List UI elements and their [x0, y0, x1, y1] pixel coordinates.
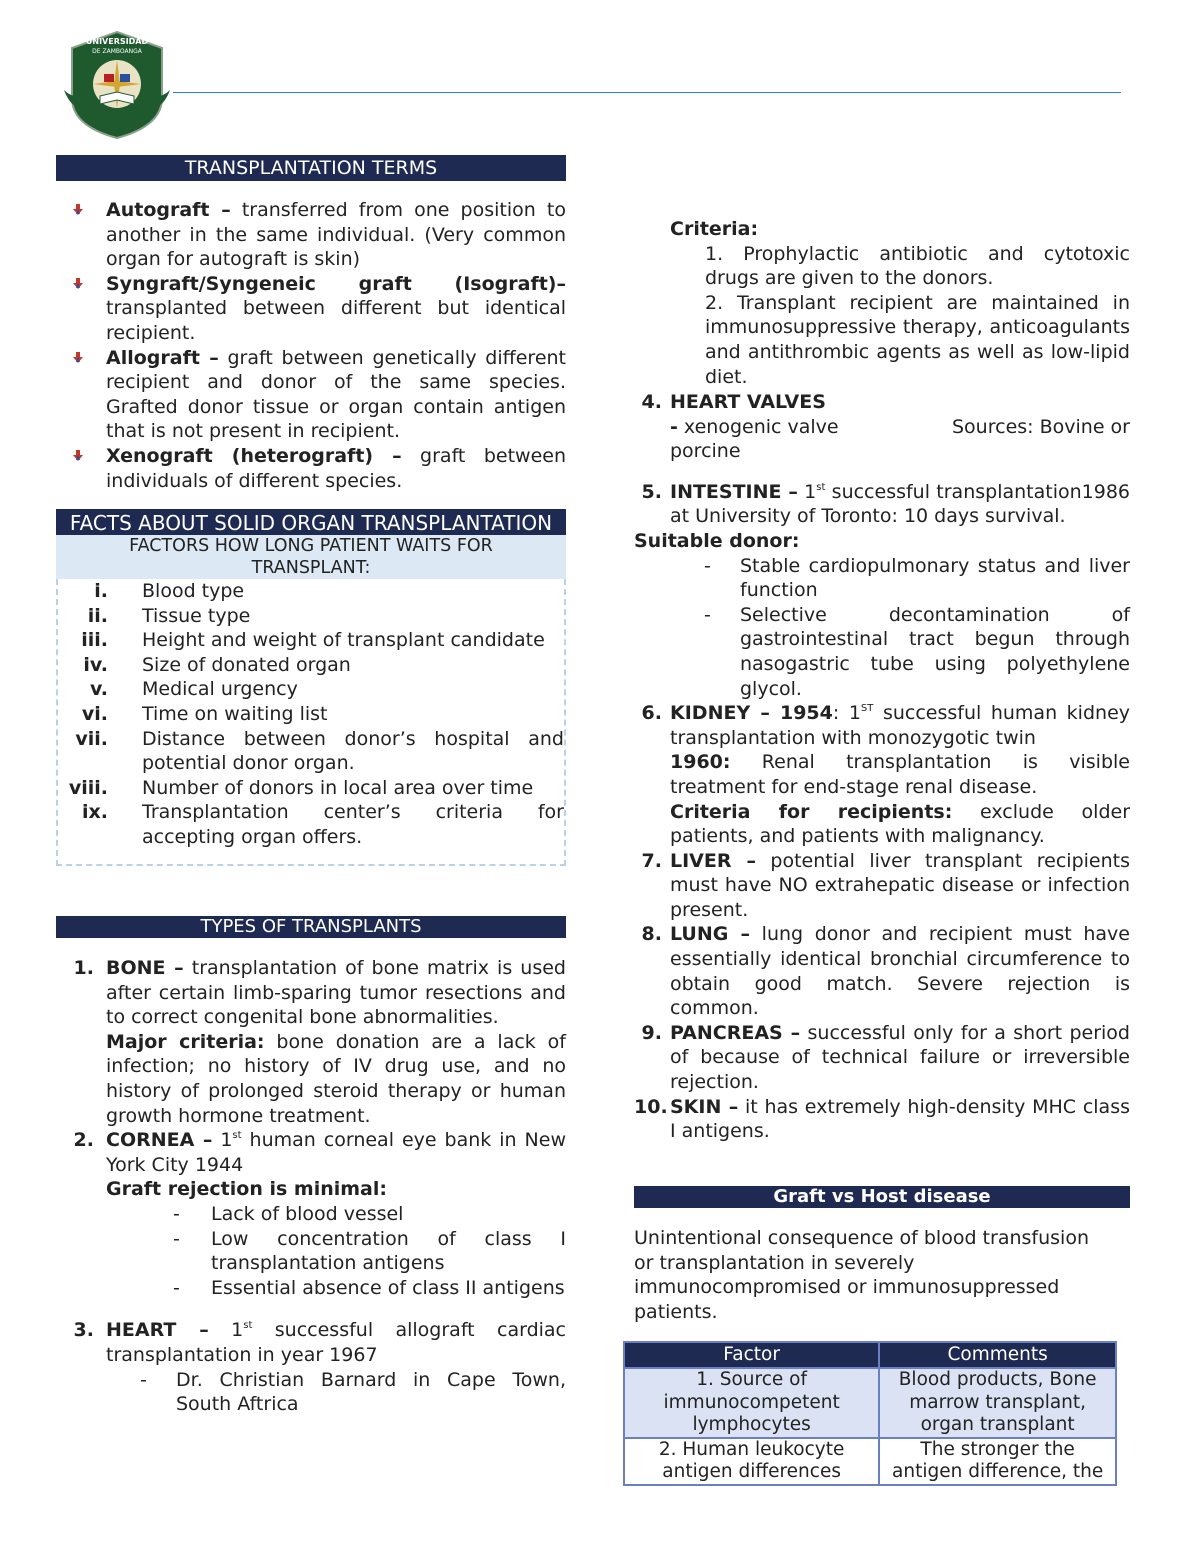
heart-dash-item: - Dr. Christian Barnard in Cape Town, South Aftrica — [140, 1368, 566, 1416]
item-text: successful allograft cardiac transplantation in year 1967 — [106, 1319, 566, 1366]
item-title: HEART VALVES — [670, 391, 826, 413]
transplant-skin — [634, 1095, 1130, 1144]
superscript: ST — [860, 703, 874, 715]
item-number: iv. — [83, 653, 108, 676]
table-header: Comments — [879, 1342, 1116, 1368]
term-text: transplanted between different but identical recipient. — [106, 297, 566, 344]
facts-item — [58, 628, 564, 653]
facts-item — [58, 727, 564, 776]
university-logo — [62, 28, 172, 140]
item-text: Blood type — [142, 580, 245, 602]
item-text: exclude older patients, and patients with malignancy. — [670, 800, 1131, 848]
item-text: 1 — [212, 1129, 233, 1152]
item-text: Essential absence of class II antigens — [211, 1276, 565, 1299]
bullet-arrow-icon — [72, 277, 84, 289]
superscript: st — [232, 1130, 242, 1142]
item-text: Size of donated organ — [142, 653, 351, 676]
item-text: Selective decontamination of gastrointestinal tract begun through nasogastric tube using polyethylene glycol. — [740, 603, 1130, 700]
term-xenograft — [56, 444, 566, 493]
facts-item — [58, 776, 564, 801]
item-number: v. — [89, 678, 108, 701]
suitable-donor-label: Suitable donor: — [634, 529, 800, 552]
item-number: 10. — [634, 1095, 668, 1118]
item-text: 1 — [797, 480, 817, 503]
facts-item — [58, 702, 564, 727]
item-text: Dr. Christian Barnard in Cape Town, South Aftrica — [176, 1368, 566, 1416]
types-header: TYPES OF TRANSPLANTS — [56, 916, 566, 938]
table-cell: Blood products, Bone marrow transplant, organ transplant — [879, 1368, 1116, 1438]
item-number: 6. — [641, 702, 662, 725]
item-text: Height and weight of transplant candidate — [142, 629, 545, 652]
item-title: PANCREAS – — [670, 1021, 801, 1044]
heart-criteria — [634, 217, 1130, 389]
term-syngraft — [56, 272, 566, 346]
cornea-dash-item: - Lack of blood vessel — [173, 1202, 404, 1225]
term-autograft — [56, 198, 566, 272]
donor-dash-item: - Stable cardiopulmonary status and liver function — [704, 554, 1130, 602]
facts-item — [58, 653, 564, 678]
item-text: potential liver transplant recipients must have NO extrahepatic disease or infection present. — [670, 849, 1130, 921]
terms-list — [56, 198, 566, 493]
criteria-text: bone donation are a lack of infection; no history of IV drug use, and no history of prolonged steroid therapy or human growth hormone treatment. — [106, 1030, 566, 1127]
item-text: xenogenic valve — [677, 415, 839, 438]
item-number: ii. — [87, 604, 108, 627]
item-number: ix. — [82, 801, 108, 824]
item-title: HEART – — [106, 1319, 209, 1342]
transplant-heart — [56, 1318, 566, 1416]
item-title: CORNEA – — [106, 1129, 213, 1152]
item-text: Renal transplantation is visible treatment for end-stage renal disease. — [670, 751, 1130, 798]
term-text: graft between genetically different recipient and donor of the same species. Grafted donor tissue or organ contain antigen that is not present in recipient. — [106, 346, 566, 443]
superscript: st — [243, 1320, 253, 1332]
item-text: lung donor and recipient must have essentially identical bronchial circumference to obtain good match. Severe rejection is common. — [670, 923, 1130, 1020]
item-text: Sources: Bovine or — [952, 415, 1130, 438]
transplant-pancreas — [634, 1021, 1130, 1095]
gvhd-header: Graft vs Host disease — [634, 1186, 1130, 1208]
item-number: 5. — [641, 480, 662, 503]
item-text: successful transplantation1986 at University of Toronto: 10 days survival. — [670, 480, 1130, 528]
table-cell: The stronger the antigen difference, the — [879, 1438, 1116, 1485]
transplant-cornea — [56, 1128, 566, 1300]
item-title: SKIN – — [670, 1095, 739, 1118]
transplant-liver — [634, 849, 1130, 923]
item-text: human corneal eye bank in New York City 1944 — [106, 1129, 566, 1176]
item-text: Medical urgency — [142, 678, 298, 701]
criteria-label: Criteria: — [670, 218, 759, 240]
item-text: Tissue type — [142, 604, 251, 627]
term-text: graft between individuals of different species. — [106, 444, 566, 492]
item-title: KIDNEY – 1954 — [670, 702, 833, 725]
criteria-label: Major criteria: — [106, 1030, 265, 1053]
term-name: Autograft – — [106, 199, 231, 221]
item-number: 4. — [641, 391, 662, 413]
valve-dash: - — [670, 415, 678, 438]
item-text: successful human kidney transplantation with monozygotic twin — [670, 702, 1130, 749]
bullet-arrow-icon — [72, 351, 84, 363]
item-number: viii. — [68, 776, 108, 799]
item-number: 2. — [73, 1129, 94, 1152]
item-title: INTESTINE – — [670, 480, 798, 503]
transplant-kidney — [634, 701, 1130, 849]
item-text: : 1 — [832, 702, 861, 725]
transplant-lung — [634, 922, 1130, 1020]
item-title: BONE – — [106, 957, 184, 979]
superscript: st — [816, 481, 826, 493]
year-label: 1960: — [670, 751, 731, 774]
logo-top-text: UNIVERSIDAD — [85, 37, 149, 46]
item-text: Number of donors in local area over time — [142, 776, 534, 799]
table-cell: 1. Source of immunocompetent lymphocytes — [624, 1368, 879, 1438]
rejection-label: Graft rejection is minimal: — [106, 1178, 387, 1201]
gvhd-table — [623, 1341, 1117, 1486]
bullet-arrow-icon — [72, 449, 84, 461]
item-title: LUNG – — [670, 923, 751, 946]
item-number: iii. — [81, 629, 108, 652]
item-text: Time on waiting list — [142, 702, 328, 725]
item-number: 1. — [73, 957, 94, 979]
table-row — [624, 1368, 1116, 1438]
item-text: Stable cardiopulmonary status and liver function — [740, 554, 1130, 602]
item-text: Lack of blood vessel — [211, 1202, 404, 1225]
item-number: i. — [94, 580, 108, 602]
item-text: 1 — [208, 1319, 244, 1342]
cornea-dash-item: - Essential absence of class II antigens — [173, 1276, 565, 1299]
item-number: vi. — [81, 702, 108, 725]
item-number: vii. — [75, 727, 108, 750]
item-text: Distance between donor’s hospital and potential donor organ. — [142, 727, 564, 775]
item-text: porcine — [670, 440, 741, 463]
facts-item — [58, 604, 564, 629]
right-list-a — [634, 390, 1130, 1144]
item-text: successful only for a short period of because of technical failure or irreversible rejection. — [670, 1021, 1130, 1094]
item-number: 8. — [641, 923, 662, 946]
transplant-intestine — [634, 480, 1130, 529]
gvhd-text: Unintentional consequence of blood transfusion or transplantation in severely immunocompromised or immunosuppressed patients. — [634, 1227, 1089, 1323]
item-text: it has extremely high-density MHC class I antigens. — [670, 1095, 1130, 1143]
donor-dash-item: - Selective decontamination of gastrointestinal tract begun through nasogastric tube using polyethylene glycol. — [704, 603, 1130, 700]
facts-item — [58, 800, 564, 849]
item-text: Low concentration of class I transplantation antigens — [211, 1227, 566, 1275]
facts-subheader: FACTORS HOW LONG PATIENT WAITS FOR TRANSPLANT: — [56, 535, 566, 579]
item-number: 9. — [641, 1021, 662, 1044]
criteria-label: Criteria for recipients: — [670, 800, 953, 823]
terms-header: TRANSPLANTATION TERMS — [56, 155, 566, 181]
item-number: 7. — [641, 849, 662, 872]
facts-header: FACTS ABOUT SOLID ORGAN TRANSPLANTATION — [56, 509, 566, 535]
facts-item — [58, 677, 564, 702]
term-text: transferred from one position to another in the same individual. (Very common organ for autograft is skin) — [106, 199, 567, 271]
criteria-item: 1. Prophylactic antibiotic and cytotoxic drugs are given to the donors. — [705, 242, 1130, 290]
item-text: transplantation of bone matrix is used after certain limb-sparing tumor resections and to correct congenital bone abnormalities. — [106, 957, 566, 1029]
bullet-arrow-icon — [72, 203, 84, 215]
cornea-dash-item: - Low concentration of class I transplantation antigens — [173, 1227, 566, 1275]
criteria-item: 2. Transplant recipient are maintained in immunosuppressive therapy, anticoagulants and antithrombic agents as well as low-lipid diet. — [705, 291, 1130, 388]
facts-section — [56, 509, 566, 866]
table-row — [624, 1438, 1116, 1485]
transplant-bone — [56, 956, 566, 1128]
item-text: Transplantation center’s criteria for accepting organ offers. — [142, 801, 564, 848]
item-number: 3. — [73, 1319, 94, 1342]
item-title: LIVER – — [670, 849, 756, 872]
logo-sub-text: DE ZAMBOANGA — [92, 48, 142, 55]
table-cell: 2. Human leukocyte antigen differences — [624, 1438, 879, 1485]
table-header: Factor — [624, 1342, 879, 1368]
transplant-heart-valves — [634, 390, 1130, 464]
term-allograft — [56, 346, 566, 444]
facts-item — [58, 579, 564, 604]
term-name: Xenograft (heterograft) – — [106, 444, 402, 467]
facts-list — [56, 579, 566, 866]
term-name: Allograft – — [106, 346, 219, 369]
term-name: Syngraft/Syngeneic graft (Isograft)– — [106, 272, 566, 295]
types-list — [56, 956, 566, 1417]
header-rule — [173, 92, 1121, 93]
